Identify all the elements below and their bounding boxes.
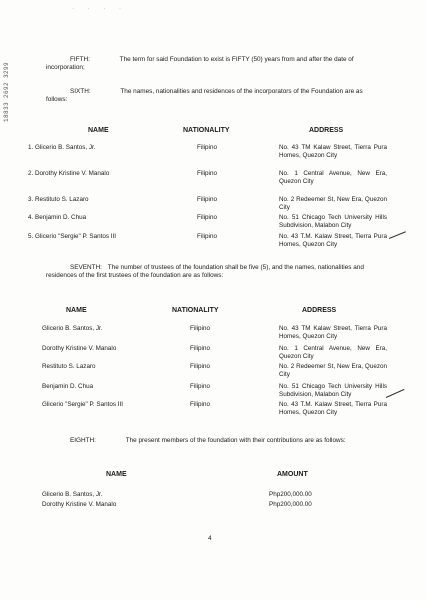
incorporators-header-nationality: NATIONALITY bbox=[183, 127, 230, 134]
incorporators-header-name: NAME bbox=[88, 127, 109, 134]
incorporator-address: No. 51 Chicago Tech University Hills Subdivision, Malabon City bbox=[279, 214, 387, 229]
scan-specks: · · · · bbox=[72, 6, 127, 12]
trustee-name: Dorothy Kristine V. Manalo bbox=[42, 345, 117, 352]
trustee-address: No. 51 Chicago Tech University Hills Subdivision, Malabon City bbox=[279, 383, 387, 398]
fifth-text: The term for said Foundation to exist is FIFTY (50) years from and after the date of incorporation; bbox=[46, 56, 354, 71]
incorporator-nationality: Filipino bbox=[197, 170, 217, 177]
pen-mark bbox=[386, 389, 405, 398]
trustee-name: Benjamin D. Chua bbox=[42, 383, 94, 390]
trustee-nationality: Filipino bbox=[190, 363, 210, 370]
trustee-name: Restituto S. Lazaro bbox=[42, 363, 96, 370]
trustees-header-name: NAME bbox=[66, 307, 87, 314]
member-amount: Php200,000.00 bbox=[269, 501, 312, 508]
trustee-address: No. 43 TM Kalaw Street, Tierra Pura Homes, Quezon City bbox=[279, 325, 387, 340]
incorporators-header-address: ADDRESS bbox=[309, 127, 344, 134]
sixth-lead: SIXTH: bbox=[70, 88, 91, 95]
eighth-text: The present members of the foundation with their contributions are as follows: bbox=[125, 437, 346, 444]
incorporator-address: No. 43 T.M. Kalaw Street, Tierra Pura Homes, Quezon City bbox=[279, 233, 387, 248]
trustee-nationality: Filipino bbox=[190, 325, 210, 332]
trustee-nationality: Filipino bbox=[190, 345, 210, 352]
incorporator-nationality: Filipino bbox=[197, 144, 217, 151]
seventh-lead: SEVENTH: bbox=[70, 264, 102, 271]
incorporator-address: No. 43 TM Kalaw Street, Tierra Pura Homes, Quezon City bbox=[279, 144, 387, 159]
trustee-nationality: Filipino bbox=[190, 383, 210, 390]
trustee-address: No. 2 Redeemer St, New Era, Quezon City bbox=[279, 363, 387, 378]
trustees-header-nationality: NATIONALITY bbox=[172, 307, 219, 314]
member-amount: Php200,000.00 bbox=[269, 491, 312, 498]
trustee-name: Glicerio "Sergie" P. Santos III bbox=[42, 401, 124, 408]
seventh-paragraph bbox=[46, 264, 376, 280]
incorporator-name: 4. Benjamin D. Chua bbox=[28, 214, 87, 221]
trustee-address: No. 43 T.M. Kalaw Street, Tierra Pura Homes, Quezon City bbox=[279, 401, 387, 416]
incorporator-name: 1. Glicerio B. Santos, Jr. bbox=[28, 144, 96, 151]
sixth-text: The names, nationalities and residences of the incorporators of the Foundation are as follows: bbox=[46, 88, 363, 103]
seventh-text: The number of trustees of the foundation shall be five (5), and the names, nationalities and residences of the first trustees of the foundation are as follows: bbox=[46, 264, 364, 279]
trustee-name: Glicerio B. Santos, Jr. bbox=[42, 325, 103, 332]
incorporator-name: 2. Dorothy Kristine V. Manalo bbox=[28, 170, 110, 177]
trustee-nationality: Filipino bbox=[190, 401, 210, 408]
incorporator-nationality: Filipino bbox=[197, 196, 217, 203]
eighth-lead: EIGHTH: bbox=[70, 437, 96, 444]
members-header-amount: AMOUNT bbox=[277, 471, 308, 478]
incorporator-address: No. 1 Central Avenue, New Era, Quezon City bbox=[279, 170, 387, 185]
page-number: 4 bbox=[208, 535, 212, 542]
fifth-paragraph bbox=[46, 56, 376, 72]
trustees-header-address: ADDRESS bbox=[302, 307, 337, 314]
eighth-paragraph bbox=[46, 437, 376, 445]
pen-mark bbox=[389, 231, 406, 239]
incorporator-nationality: Filipino bbox=[197, 233, 217, 240]
incorporator-name: 5. Glicerio "Sergie" P. Santos III bbox=[28, 233, 117, 240]
sixth-paragraph bbox=[46, 88, 376, 104]
incorporator-address: No. 2 Redeemer St, New Era, Quezon City bbox=[279, 196, 387, 211]
trustee-address: No. 1 Central Avenue, New Era, Quezon City bbox=[279, 345, 387, 360]
member-name: Dorothy Kristine V. Manalo bbox=[42, 501, 117, 508]
member-name: Glicerio B. Santos, Jr. bbox=[42, 491, 103, 498]
incorporator-nationality: Filipino bbox=[197, 214, 217, 221]
incorporator-name: 3. Restituto S. Lazaro bbox=[28, 196, 89, 203]
side-stamp-code: 18833 2692 3299 bbox=[3, 62, 10, 123]
members-header-name: NAME bbox=[106, 471, 127, 478]
fifth-lead: FIFTH: bbox=[70, 56, 90, 63]
